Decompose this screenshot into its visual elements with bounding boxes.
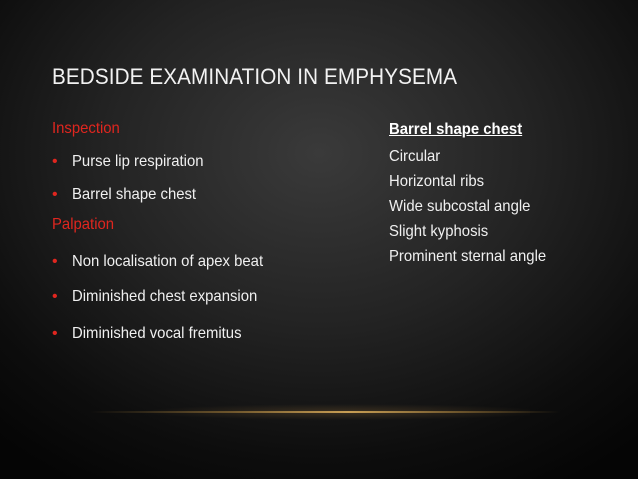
- list-item: [52, 287, 352, 307]
- barrel-chest-item: Horizontal ribs: [389, 173, 485, 190]
- barrel-chest-item: Slight kyphosis: [389, 223, 489, 240]
- section-heading-palpation: Palpation: [52, 216, 115, 233]
- barrel-chest-item: Prominent sternal angle: [389, 248, 547, 265]
- section-heading-inspection: Inspection: [52, 120, 120, 137]
- examination-list: [52, 119, 352, 344]
- list-item-text: Barrel shape chest: [72, 186, 197, 203]
- list-item: [52, 152, 352, 172]
- list-item: [52, 185, 352, 205]
- footer-divider: [90, 411, 560, 413]
- barrel-chest-item: Wide subcostal angle: [389, 198, 531, 215]
- slide-title: BEDSIDE EXAMINATION IN EMPHYSEMA: [52, 64, 458, 89]
- list-item: [52, 252, 352, 272]
- bullet-icon: •: [52, 186, 58, 203]
- bullet-icon: •: [52, 153, 58, 170]
- barrel-chest-title: Barrel shape chest: [389, 121, 523, 138]
- barrel-chest-panel: [389, 120, 629, 269]
- bullet-icon: •: [52, 288, 58, 305]
- list-item: [52, 324, 352, 344]
- bullet-icon: •: [52, 325, 58, 342]
- list-item-text: Purse lip respiration: [72, 153, 204, 170]
- list-item-text: Diminished chest expansion: [72, 288, 258, 305]
- list-item-text: Diminished vocal fremitus: [72, 325, 242, 342]
- barrel-chest-item: Circular: [389, 148, 441, 165]
- list-item-text: Non localisation of apex beat: [72, 253, 264, 270]
- bullet-icon: •: [52, 253, 58, 270]
